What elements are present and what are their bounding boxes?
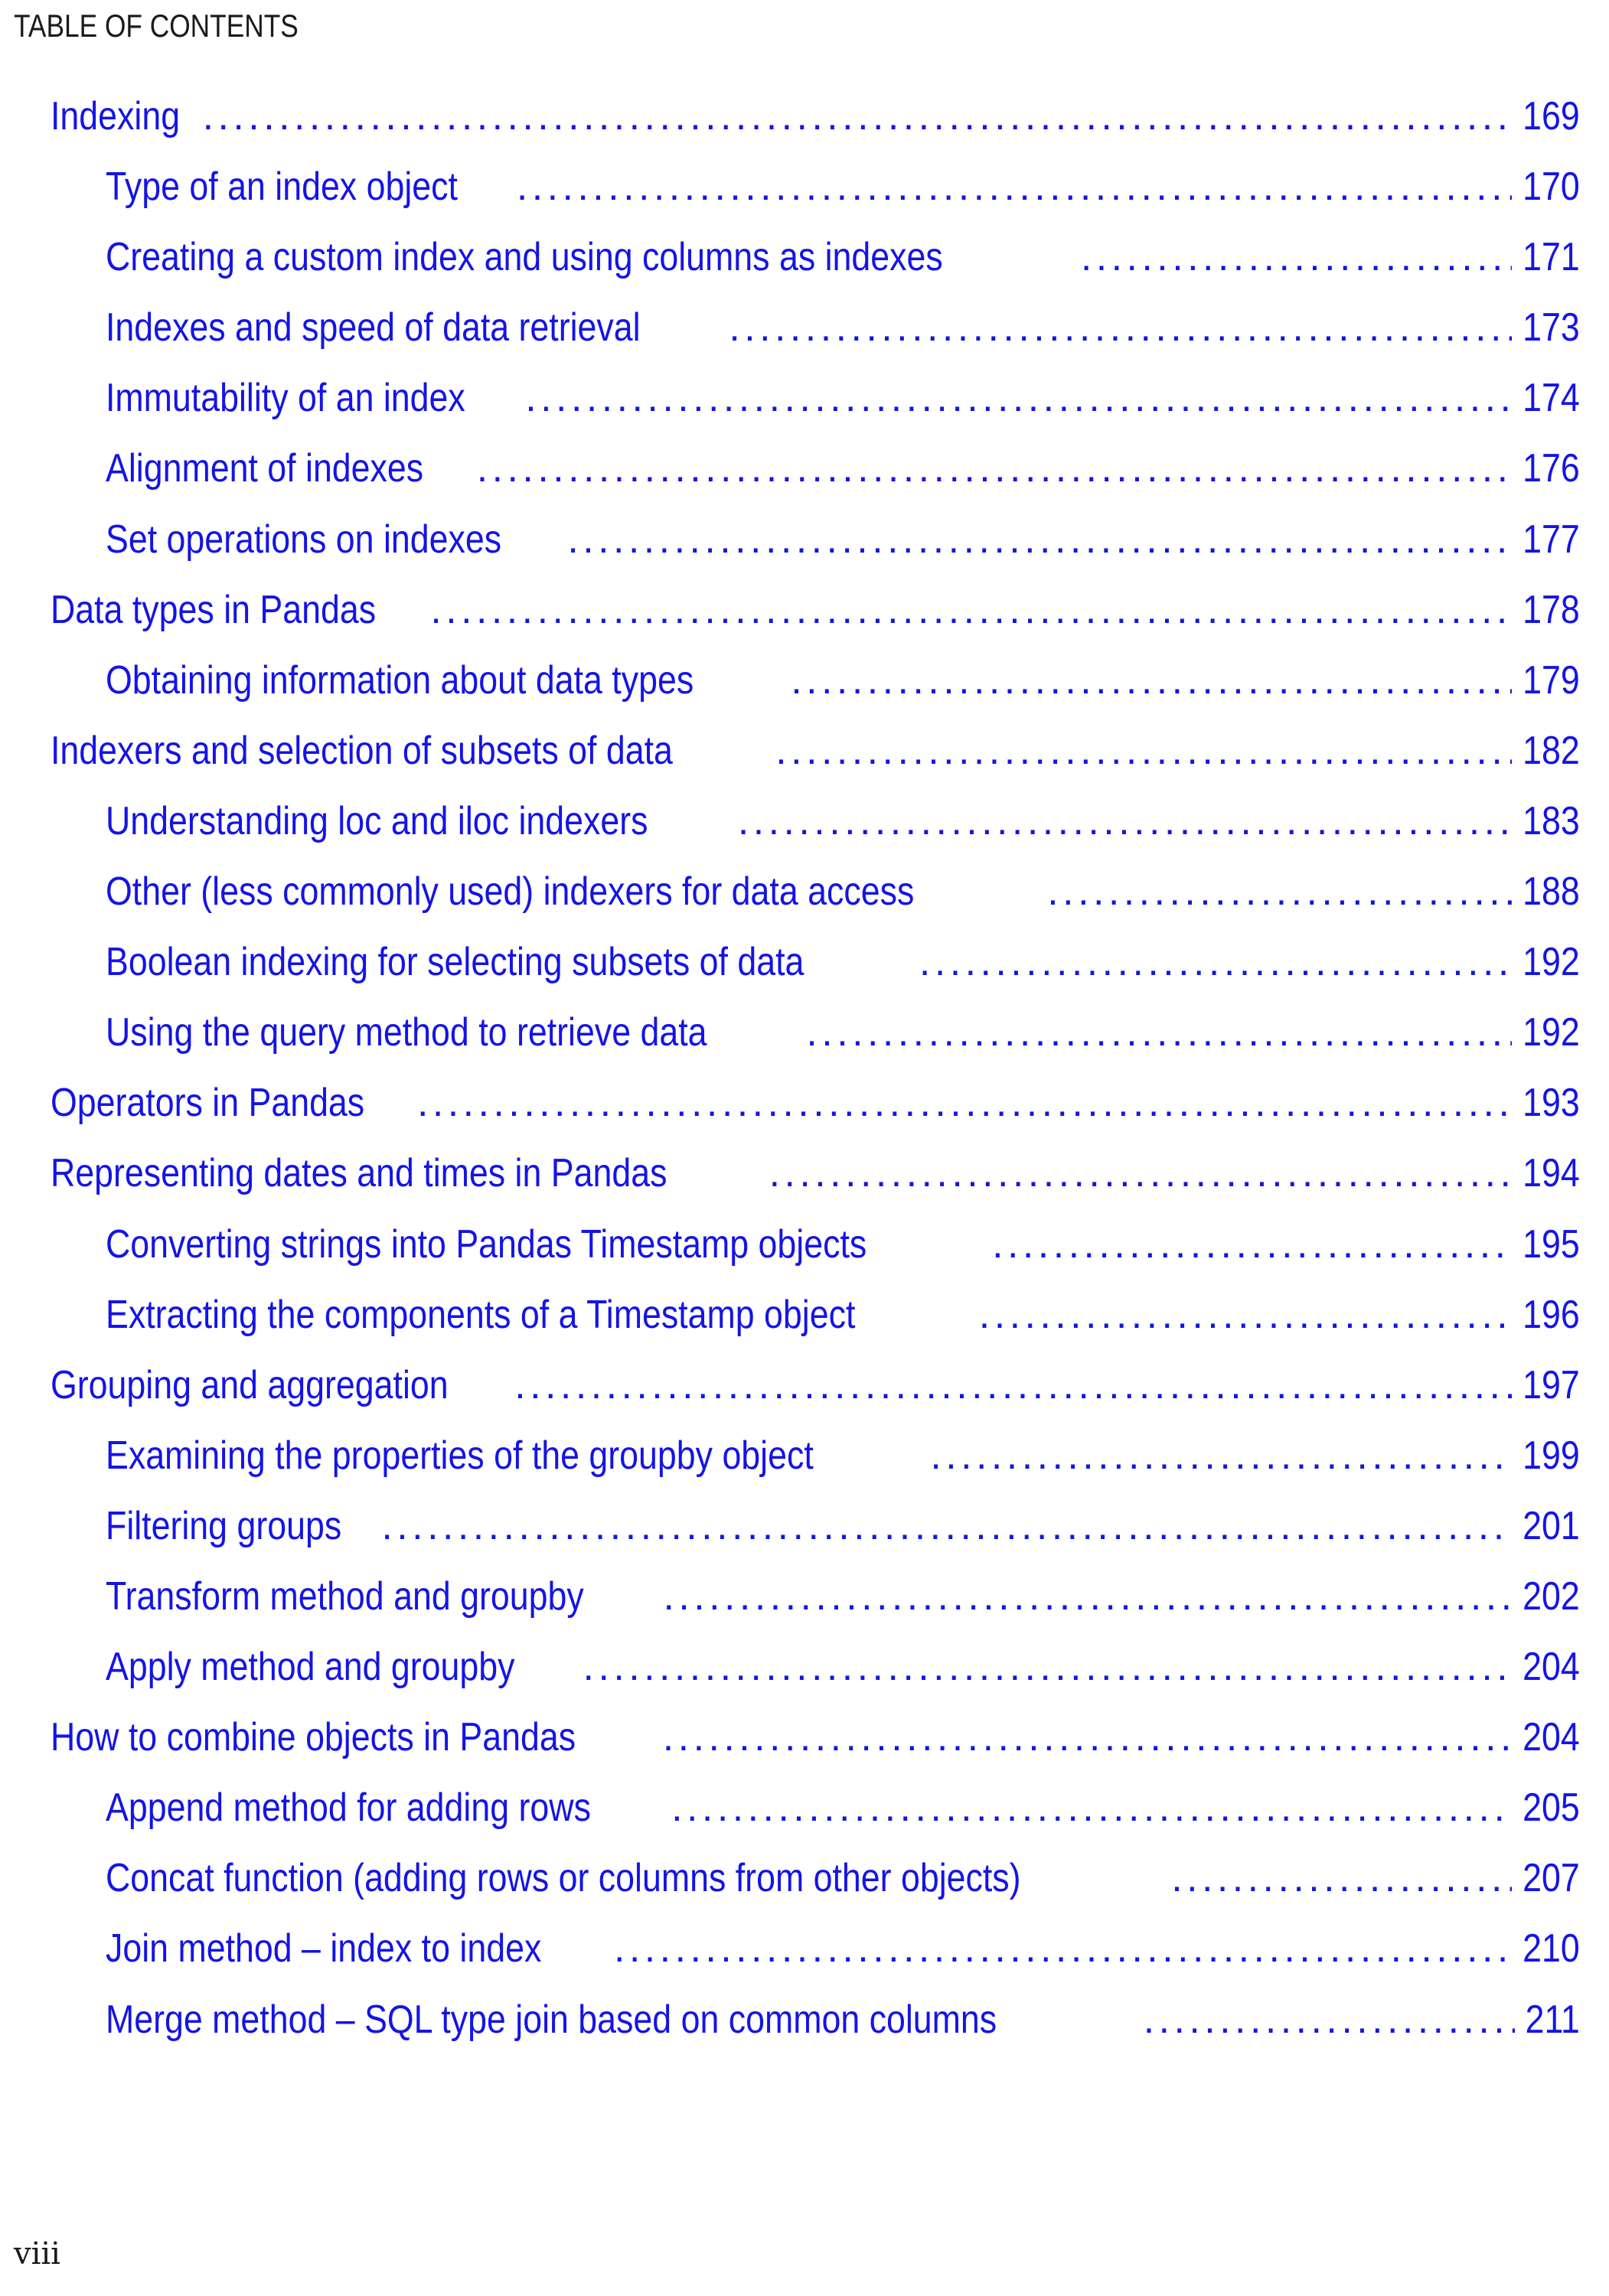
toc-entry-page-number[interactable]: 173 — [1523, 305, 1580, 351]
toc-entry-title[interactable]: Set operations on indexes — [106, 517, 502, 562]
toc-entry-page-number[interactable]: 195 — [1523, 1221, 1580, 1267]
dot-leader — [663, 1717, 1512, 1757]
toc-entry[interactable] — [0, 1352, 1609, 1422]
toc-entry-title[interactable]: Extracting the components of a Timestamp object — [106, 1292, 856, 1337]
toc-entry-link[interactable] — [106, 928, 1580, 985]
toc-subentry[interactable] — [0, 788, 1609, 858]
toc-entry-link[interactable] — [106, 858, 1580, 915]
toc-entry-link[interactable] — [106, 435, 1580, 491]
toc-entry-link[interactable] — [106, 153, 1580, 210]
toc-entry-link[interactable] — [106, 647, 1580, 703]
toc-subentry[interactable] — [0, 1422, 1609, 1492]
toc-entry-page-number[interactable]: 193 — [1523, 1081, 1580, 1126]
dot-leader — [806, 1013, 1512, 1052]
toc-entry-title[interactable]: Concat function (adding rows or columns from other objects) — [106, 1856, 1021, 1901]
toc-entry-link[interactable] — [106, 1986, 1580, 2040]
toc-entry-link[interactable] — [106, 1211, 1580, 1267]
toc-entry-page-number[interactable]: 194 — [1523, 1151, 1580, 1196]
dot-leader — [791, 660, 1512, 700]
toc-entry-page-number[interactable]: 179 — [1523, 657, 1580, 703]
toc-entry-page-number[interactable]: 201 — [1523, 1503, 1580, 1548]
toc-entry-title[interactable]: Indexes and speed of data retrieval — [106, 305, 641, 351]
toc-entry-link[interactable] — [106, 1422, 1580, 1476]
toc-entry-link[interactable] — [106, 1633, 1580, 1690]
toc-entry-page-number[interactable]: 207 — [1523, 1856, 1580, 1901]
toc-entry-link[interactable] — [51, 717, 1580, 771]
dot-leader — [919, 942, 1512, 982]
dot-leader — [381, 1506, 1512, 1546]
toc-entry-page-number[interactable]: 174 — [1523, 376, 1580, 421]
toc-subentry[interactable] — [0, 223, 1609, 294]
toc-entry-title[interactable]: Operators in Pandas — [51, 1081, 365, 1126]
toc-entry-page-number[interactable]: 171 — [1523, 235, 1580, 280]
toc-entry-title[interactable]: Transform method and groupby — [106, 1574, 584, 1619]
toc-entry-page-number[interactable]: 202 — [1523, 1574, 1580, 1619]
toc-subentry[interactable] — [0, 153, 1609, 223]
toc-entry-title[interactable]: Apply method and groupby — [106, 1645, 515, 1690]
toc-entry-page-number[interactable]: 188 — [1523, 869, 1580, 915]
page-number: viii — [14, 2236, 60, 2272]
toc-entry-link[interactable] — [51, 1704, 1580, 1760]
running-head: TABLE OF CONTENTS — [14, 8, 299, 44]
toc-subentry[interactable] — [0, 1915, 1609, 1985]
dot-leader — [663, 1577, 1512, 1616]
toc-entry-title[interactable]: Data types in Pandas — [51, 587, 377, 632]
toc-entry-page-number[interactable]: 210 — [1523, 1926, 1580, 1971]
toc-entry-page-number[interactable]: 197 — [1523, 1362, 1580, 1407]
toc-subentry[interactable] — [0, 1774, 1609, 1844]
toc-entry-title[interactable]: Using the query method to retrieve data — [106, 1010, 707, 1055]
toc-entry-link[interactable] — [51, 1140, 1580, 1196]
toc-entry-link[interactable] — [106, 1563, 1580, 1619]
toc-subentry[interactable] — [0, 1844, 1609, 1915]
toc-subentry[interactable] — [0, 647, 1609, 717]
toc-subentry[interactable] — [0, 1563, 1609, 1633]
toc-entry-link[interactable] — [51, 576, 1580, 630]
dot-leader — [1144, 2000, 1515, 2040]
toc-entry-title[interactable]: Alignment of indexes — [106, 446, 424, 491]
dot-leader — [729, 308, 1512, 347]
toc-entry-title[interactable]: Indexing — [51, 94, 181, 139]
dot-leader — [517, 167, 1512, 207]
dot-leader — [203, 96, 1513, 136]
toc-entry-page-number[interactable]: 205 — [1523, 1786, 1580, 1831]
toc-entry[interactable] — [0, 1704, 1609, 1774]
toc-entry-link[interactable] — [106, 1844, 1580, 1901]
dot-leader — [979, 1295, 1512, 1335]
toc-entry-link[interactable] — [106, 999, 1580, 1055]
dot-leader — [930, 1436, 1512, 1476]
toc-entry[interactable] — [0, 1069, 1609, 1140]
toc-entry-title[interactable]: Boolean indexing for selecting subsets of data — [106, 940, 804, 985]
toc-entry[interactable] — [0, 83, 1609, 153]
toc-entry-page-number[interactable]: 204 — [1523, 1645, 1580, 1690]
toc-entry-title[interactable]: Representing dates and times in Pandas — [51, 1151, 667, 1196]
dot-leader — [769, 1153, 1513, 1193]
dot-leader — [738, 801, 1512, 841]
toc-entry[interactable] — [0, 1140, 1609, 1210]
toc-entry-title[interactable]: Immutability of an index — [106, 376, 465, 421]
toc-entry-title[interactable]: Examining the properties of the groupby object — [106, 1433, 814, 1478]
dot-leader — [775, 731, 1512, 771]
toc-entry-title[interactable]: Join method – index to index — [106, 1926, 542, 1971]
dot-leader — [1047, 872, 1512, 912]
dot-leader — [417, 1083, 1512, 1123]
toc-entry-link[interactable] — [51, 1352, 1580, 1405]
toc-subentry[interactable] — [0, 1633, 1609, 1704]
dot-leader — [614, 1929, 1512, 1968]
toc-entry-page-number[interactable]: 192 — [1523, 940, 1580, 985]
toc-entry-page-number[interactable]: 182 — [1523, 728, 1580, 773]
toc-entry[interactable] — [0, 576, 1609, 647]
toc-entry-title[interactable]: Other (less commonly used) indexers for data access — [106, 869, 915, 915]
dot-leader — [1081, 237, 1512, 277]
toc-entry-title[interactable]: Obtaining information about data types — [106, 657, 694, 703]
dot-leader — [477, 448, 1513, 488]
toc-subentry[interactable] — [0, 1211, 1609, 1281]
toc-entry-page-number[interactable]: 169 — [1523, 94, 1580, 139]
toc-entry-link[interactable] — [106, 1492, 1580, 1546]
dot-leader — [514, 1365, 1512, 1405]
toc-entry-page-number[interactable]: 199 — [1523, 1433, 1580, 1478]
toc-subentry[interactable] — [0, 506, 1609, 576]
toc-entry-page-number[interactable]: 170 — [1523, 165, 1580, 210]
toc-entry-page-number[interactable]: 176 — [1523, 446, 1580, 491]
toc-entry-link[interactable] — [106, 788, 1580, 841]
toc-entry-title[interactable]: Understanding loc and iloc indexers — [106, 798, 648, 843]
toc-entry-page-number[interactable]: 204 — [1523, 1715, 1580, 1760]
dot-leader — [671, 1788, 1512, 1828]
dot-leader — [525, 378, 1512, 418]
toc-entry-title[interactable]: Filtering groups — [106, 1503, 342, 1548]
toc-subentry[interactable] — [0, 294, 1609, 364]
dot-leader — [1171, 1858, 1512, 1898]
toc-entry-link[interactable] — [51, 1069, 1580, 1126]
toc-entry-link[interactable] — [106, 223, 1580, 280]
toc-subentry[interactable] — [0, 364, 1609, 435]
toc-entry-title[interactable]: Merge method – SQL type join based on common columns — [106, 1997, 997, 2042]
toc-subentry[interactable] — [0, 928, 1609, 999]
toc-entry-page-number[interactable]: 211 — [1525, 1997, 1580, 2042]
dot-leader — [583, 1647, 1513, 1687]
toc-entry-title[interactable]: Creating a custom index and using columns as indexes — [106, 235, 943, 280]
toc-entry-link[interactable] — [106, 1281, 1580, 1335]
toc-entry-page-number[interactable]: 177 — [1523, 517, 1580, 562]
toc-entry-link[interactable] — [106, 506, 1580, 562]
toc-entry-page-number[interactable]: 178 — [1523, 587, 1580, 632]
toc-entry-title[interactable]: Append method for adding rows — [106, 1786, 591, 1831]
toc-subentry[interactable] — [0, 435, 1609, 505]
toc-entry-page-number[interactable]: 192 — [1523, 1010, 1580, 1055]
toc-entry[interactable] — [0, 717, 1609, 788]
toc-subentry[interactable] — [0, 1492, 1609, 1563]
toc-entry-title[interactable]: Grouping and aggregation — [51, 1362, 449, 1407]
toc-entry-page-number[interactable]: 183 — [1523, 798, 1580, 843]
table-of-contents — [0, 83, 1609, 2056]
toc-subentry[interactable] — [0, 999, 1609, 1069]
dot-leader — [430, 590, 1512, 630]
toc-entry-title[interactable]: How to combine objects in Pandas — [51, 1715, 576, 1760]
toc-subentry[interactable] — [0, 1281, 1609, 1352]
toc-subentry[interactable] — [0, 858, 1609, 928]
toc-entry-title[interactable]: Converting strings into Pandas Timestamp objects — [106, 1221, 867, 1267]
toc-entry-link[interactable] — [106, 294, 1580, 351]
toc-entry-link[interactable] — [51, 83, 1580, 139]
toc-entry-link[interactable] — [106, 1774, 1580, 1831]
toc-entry-link[interactable] — [106, 364, 1580, 421]
toc-entry-page-number[interactable]: 196 — [1523, 1292, 1580, 1337]
toc-entry-title[interactable]: Indexers and selection of subsets of data — [51, 728, 673, 773]
dot-leader — [567, 520, 1512, 559]
dot-leader — [992, 1225, 1512, 1264]
toc-entry-title[interactable]: Type of an index object — [106, 165, 458, 210]
toc-subentry[interactable] — [0, 1986, 1609, 2056]
toc-entry-link[interactable] — [106, 1915, 1580, 1971]
